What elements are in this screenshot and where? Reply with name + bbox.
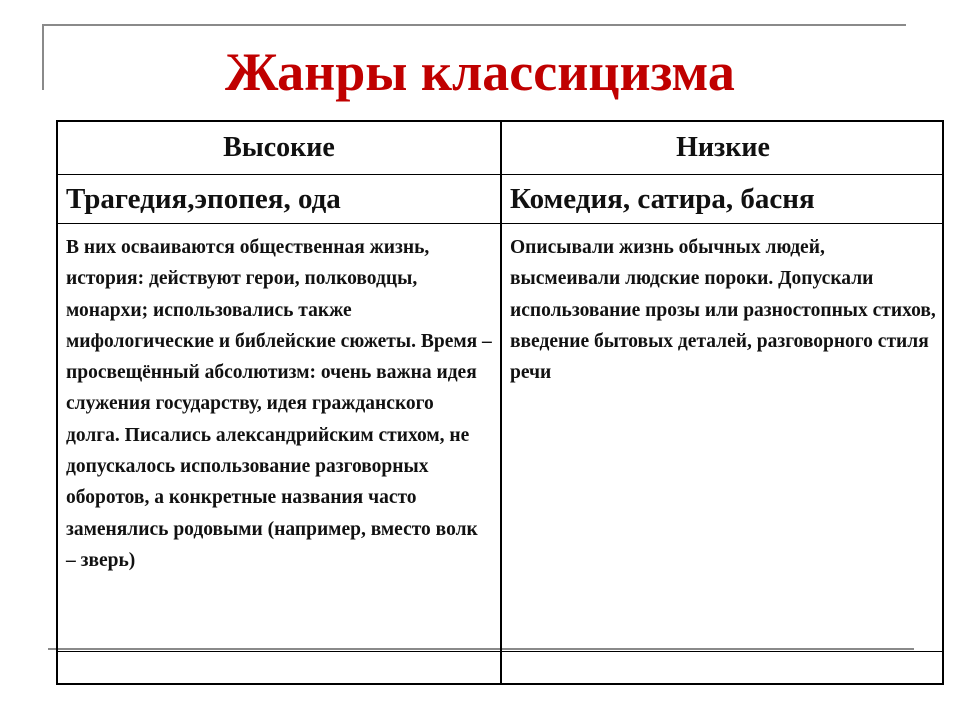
genres-low: Комедия, сатира, басня (510, 182, 815, 215)
empty-cell (502, 652, 944, 683)
genres-high: Трагедия,эпопея, ода (66, 182, 341, 215)
header-low: Низкие (676, 132, 770, 163)
genres-table (56, 120, 944, 685)
page-title: Жанры классицизма (225, 42, 735, 102)
header-high: Высокие (223, 132, 335, 163)
decorative-top-line (42, 24, 906, 26)
description-high: В них осваиваются общественная жизнь, история: действуют герои, полководцы, монархи; использовались также мифологические и библейские сюжеты. Время – просвещённый абсолютизм: очень важна идея служения государству, идея гражданского долга. Писались александрийским стихом, не допускалось использование разговорных оборотов, а конкретные названия часто заменялись родовыми (например, вместо волк – зверь) (66, 237, 492, 571)
description-low: Описывали жизнь обычных людей, высмеивали людские пороки. Допускали использование прозы или разностопных стихов, введение бытовых деталей, разговорного стиля речи (510, 237, 936, 384)
empty-cell (58, 652, 500, 683)
